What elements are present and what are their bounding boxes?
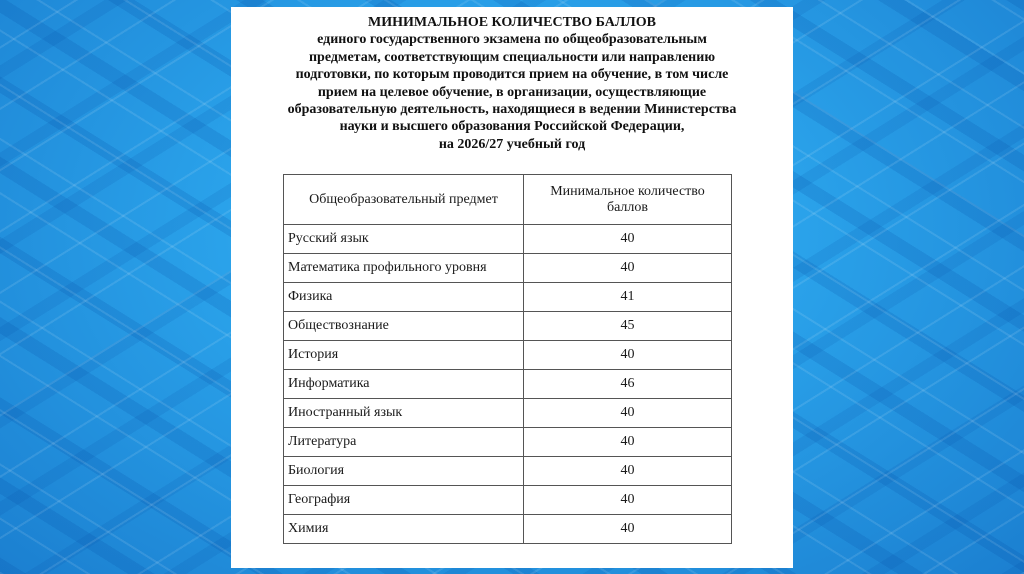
- table-header-row: [284, 175, 732, 225]
- score-cell: 40: [524, 399, 732, 428]
- table-row: [284, 312, 732, 341]
- title-line: предметам, соответствующим специальности или направлению: [308, 49, 716, 65]
- score-cell: 45: [524, 312, 732, 341]
- document-title: [231, 14, 793, 153]
- table-row: [284, 486, 732, 515]
- table-row: [284, 428, 732, 457]
- subject-cell: История: [284, 341, 524, 370]
- table-row: [284, 341, 732, 370]
- score-cell: 40: [524, 254, 732, 283]
- table-row: [284, 254, 732, 283]
- header-min-score: Минимальное количество баллов: [524, 175, 732, 225]
- title-line: науки и высшего образования Российской Федерации,: [339, 119, 685, 135]
- subject-cell: Химия: [284, 515, 524, 544]
- subject-cell: Информатика: [284, 370, 524, 399]
- subject-cell: География: [284, 486, 524, 515]
- table-row: [284, 399, 732, 428]
- header-subject: Общеобразовательный предмет: [284, 175, 524, 225]
- score-cell: 40: [524, 486, 732, 515]
- score-cell: 40: [524, 428, 732, 457]
- score-cell: 40: [524, 341, 732, 370]
- document-sheet: [231, 7, 793, 568]
- subject-cell: Математика профильного уровня: [284, 254, 524, 283]
- title-line: подготовки, по которым проводится прием на обучение, в том числе: [295, 67, 729, 83]
- subject-cell: Иностранный язык: [284, 399, 524, 428]
- table-row: [284, 515, 732, 544]
- title-line: прием на целевое обучение, в организации, осуществляющие: [317, 84, 707, 100]
- subject-cell: Биология: [284, 457, 524, 486]
- table-row: [284, 283, 732, 312]
- table-row: [284, 225, 732, 254]
- score-cell: 46: [524, 370, 732, 399]
- table-row: [284, 370, 732, 399]
- score-cell: 40: [524, 457, 732, 486]
- score-cell: 41: [524, 283, 732, 312]
- title-line: на 2026/27 учебный год: [438, 136, 586, 152]
- table-row: [284, 457, 732, 486]
- title-line: образовательную деятельность, находящиеся в ведении Министерства: [287, 102, 737, 118]
- title-line: МИНИМАЛЬНОЕ КОЛИЧЕСТВО БАЛЛОВ: [368, 15, 656, 30]
- score-cell: 40: [524, 225, 732, 254]
- score-cell: 40: [524, 515, 732, 544]
- title-line: единого государственного экзамена по общеобразовательным: [317, 32, 707, 48]
- subject-cell: Обществознание: [284, 312, 524, 341]
- min-scores-table: [283, 174, 732, 544]
- subject-cell: Русский язык: [284, 225, 524, 254]
- subject-cell: Физика: [284, 283, 524, 312]
- subject-cell: Литература: [284, 428, 524, 457]
